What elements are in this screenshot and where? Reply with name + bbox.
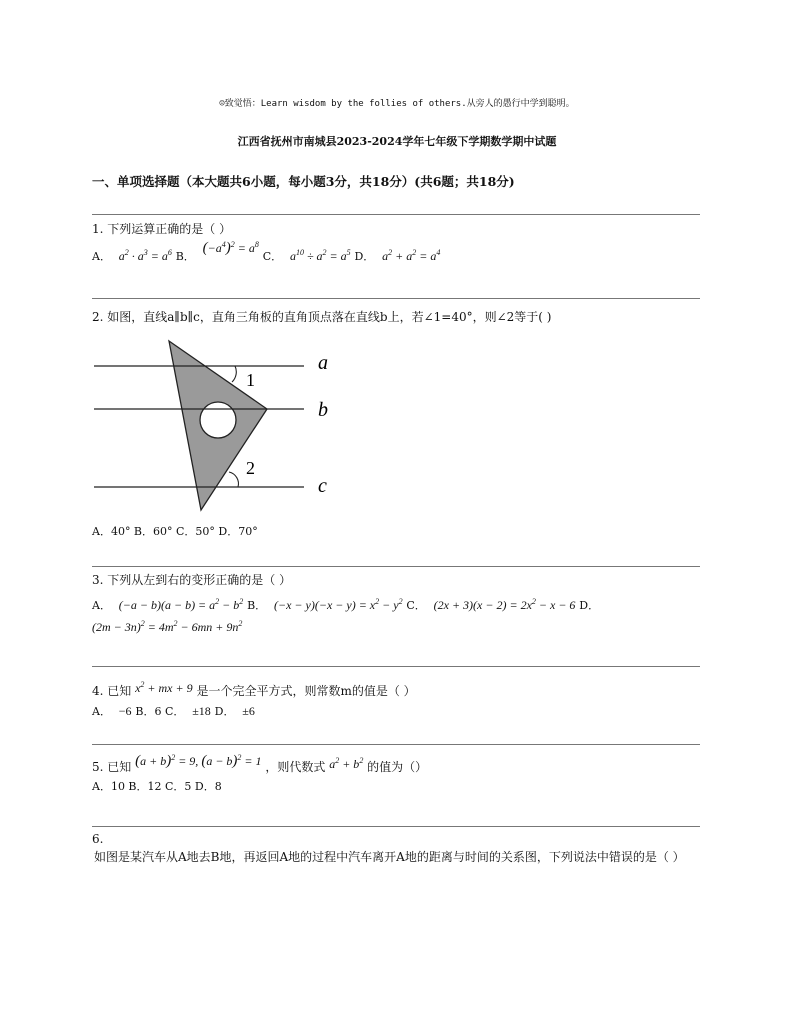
question-1 xyxy=(92,220,704,266)
divider xyxy=(92,298,700,299)
option-d-label: D． xyxy=(214,705,235,718)
question-2 xyxy=(92,308,704,326)
option-a-label: A． xyxy=(92,599,111,612)
question-5 xyxy=(92,755,704,796)
option-d-label: D． xyxy=(579,599,600,612)
exam-title: 江西省抚州市南城县2023-2024学年七年级下学期数学期中试题 xyxy=(237,135,557,148)
option-d-formula: $(2m - 3n)^2 = 4m^2 - 6mn + 9n^2$ xyxy=(92,619,243,634)
question-3-option-d xyxy=(92,615,704,636)
question-4-stem-suffix: 是一个完全平方式，则常数m的值是（ ） xyxy=(196,684,416,698)
question-4-formula: $x^2$ + mx + 9 xyxy=(135,680,193,695)
question-5-condition: $(a + b)^2 = 9$, $(a - b)^2 = 1$ xyxy=(135,753,262,769)
question-1-options xyxy=(92,240,704,266)
option-b-label: B． xyxy=(175,250,195,263)
question-6-stem: 如图是某汽车从A地去B地，再返回A地的过程中汽车离开A地的距离与时间的关系图，下列说法中错误的是（ ） xyxy=(94,850,685,864)
section-heading: 一、单项选择题（本大题共6小题，每小题3分，共18分）(共6题；共18分) xyxy=(92,174,515,189)
question-6 xyxy=(92,830,704,866)
option-b-formula: $(-a^4)^2 = a^8$ xyxy=(202,240,259,256)
question-2-answers: A．40° B．60° C．50° D．70° xyxy=(92,525,258,538)
divider xyxy=(92,566,700,567)
question-5-answers: A．10 B．12 C．5 D．8 xyxy=(92,780,222,793)
label-angle-1: 1 xyxy=(246,370,255,390)
divider xyxy=(92,826,700,827)
option-c-label: C． xyxy=(406,599,426,612)
angle-1-arc xyxy=(232,366,236,382)
option-c-label: C． xyxy=(262,250,283,263)
option-c-formula: $(2x + 3)(x - 2) = 2x^2 - x - 6$ xyxy=(433,597,576,612)
option-d-value: ±6 xyxy=(242,704,255,718)
option-a-formula: $a^2 \cdot a^3 = a^6$ xyxy=(118,248,172,263)
question-6-number: 6. xyxy=(92,832,104,846)
question-2-stem: 2. 如图，直线a∥b∥c，直角三角板的直角顶点落在直线b上，若∠1=40°，则∠2等于( ) xyxy=(92,310,552,324)
option-b-formula: $(-x - y)(-x - y) = x^2 - y^2$ xyxy=(274,597,403,612)
option-a-label: A． xyxy=(92,250,111,263)
question-1-stem: 1. 下列运算正确的是（ ） xyxy=(92,222,232,236)
divider xyxy=(92,214,700,215)
divider xyxy=(92,744,700,745)
question-4-options xyxy=(92,702,704,721)
option-c-formula: $a^{10} \div a^2 = a^5$ xyxy=(289,248,351,263)
option-b-c-label: B．6 C． xyxy=(135,705,185,718)
angle-2-arc xyxy=(229,472,238,487)
option-b-label: B． xyxy=(247,599,267,612)
label-b: b xyxy=(318,399,328,421)
question-3-options xyxy=(92,593,704,615)
motto: ☺致觉悟：Learn wisdom by the follies of others.从旁人的愚行中学到聪明。 xyxy=(219,99,575,109)
option-a-value: −6 xyxy=(118,704,132,718)
question-3 xyxy=(92,571,704,636)
ruler-hole xyxy=(200,402,236,438)
question-5-stem xyxy=(92,755,704,776)
question-4 xyxy=(92,679,704,721)
divider xyxy=(92,666,700,667)
option-d-label: D． xyxy=(354,250,375,263)
label-c: c xyxy=(318,475,327,497)
option-c-value: ±18 xyxy=(192,704,211,718)
question-5-expression: $a^2 + b^2$ xyxy=(329,756,364,771)
option-a-formula: $(-a - b)(a - b) = a^2 - b^2$ xyxy=(118,597,244,612)
option-d-formula: $a^2 + a^2 = a^4$ xyxy=(382,248,441,263)
question-3-stem: 3. 下列从左到右的变形正确的是（ ） xyxy=(92,573,292,587)
question-5-stem-prefix: 5. 已知 xyxy=(92,760,132,774)
parallel-lines-triangle-figure xyxy=(86,334,346,516)
question-4-stem-prefix: 4. 已知 xyxy=(92,684,132,698)
label-angle-2: 2 xyxy=(246,458,255,478)
option-a-label: A． xyxy=(92,705,111,718)
label-a: a xyxy=(318,352,328,374)
question-4-stem xyxy=(92,679,704,700)
question-5-stem-middle: ，则代数式 xyxy=(265,760,326,774)
question-5-stem-suffix: 的值为（） xyxy=(367,760,428,774)
